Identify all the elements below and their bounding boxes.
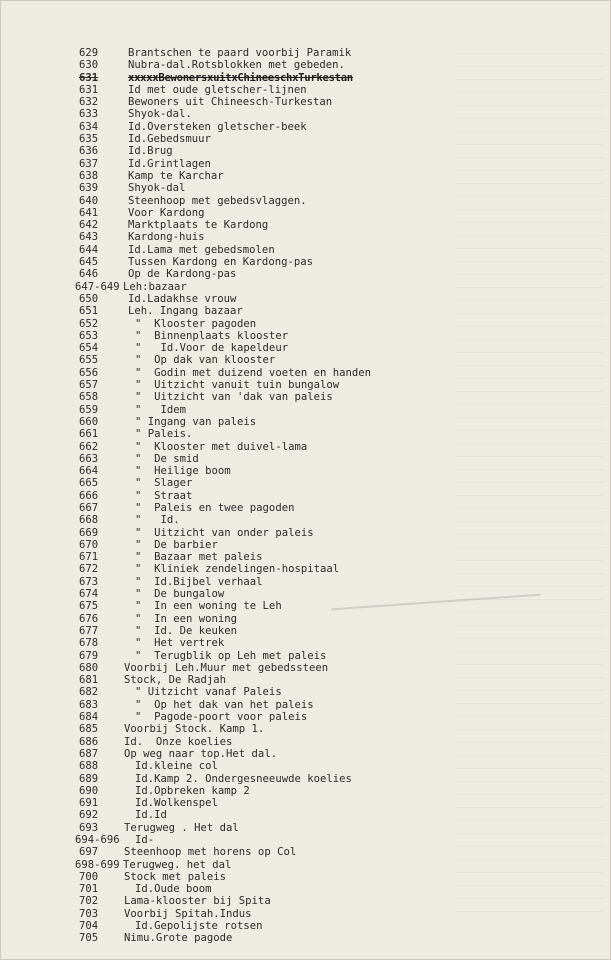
entry-number: 643	[79, 231, 99, 244]
entry-number: 655	[79, 354, 99, 367]
entry-number: 647-649	[75, 280, 120, 293]
entry-number: 692	[79, 809, 99, 822]
entry-text: Id.kleine col	[135, 760, 218, 773]
list-item	[1, 527, 611, 539]
list-item	[1, 600, 611, 612]
entry-number: 676	[79, 612, 99, 625]
entry-text: Leh:bazaar	[123, 280, 187, 293]
entry-number: 670	[79, 538, 99, 551]
entry-text: Id.Oude boom	[135, 883, 212, 896]
entry-text: Shyok-dal	[128, 182, 186, 195]
entry-text: Voorbij Leh.Muur met gebedssteen	[124, 661, 329, 674]
list-item	[1, 920, 611, 932]
entry-number: 664	[79, 465, 99, 478]
list-item	[1, 121, 611, 133]
entry-number: 689	[79, 772, 99, 785]
entry-number: 687	[79, 747, 99, 760]
list-item	[1, 637, 611, 649]
list-item	[1, 797, 611, 809]
entry-text: " Id. De keuken	[135, 624, 238, 637]
list-item	[1, 871, 611, 883]
entry-number: 663	[79, 452, 99, 465]
entry-number: 679	[79, 649, 99, 662]
list-item	[1, 760, 611, 772]
entry-number: 665	[79, 477, 99, 490]
entry-number: 662	[79, 440, 99, 453]
entry-number: 629	[79, 47, 99, 59]
entry-number: 634	[79, 120, 99, 133]
entry-number: 700	[79, 870, 99, 883]
entry-text: Brantschen te paard voorbij Paramik	[128, 47, 352, 59]
entry-number: 632	[79, 96, 99, 109]
list-item	[1, 625, 611, 637]
entry-text: Id met oude gletscher-lijnen	[128, 83, 307, 96]
list-item	[1, 822, 611, 834]
entry-number: 698-699	[75, 858, 120, 871]
entry-number: 654	[79, 342, 99, 355]
entry-number: 644	[79, 243, 99, 256]
list-item	[1, 293, 611, 305]
entry-number: 705	[79, 932, 99, 945]
list-item	[1, 404, 611, 416]
entry-text: " Op het dak van het paleis	[135, 698, 314, 711]
list-item	[1, 809, 611, 821]
entry-text: Nubra-dal.Rotsblokken met gebeden.	[128, 59, 345, 72]
entry-text: Id.Id	[135, 809, 167, 822]
entry-number: 684	[79, 711, 99, 724]
entry-text: Lama-klooster bij Spita	[124, 895, 271, 908]
list-item	[1, 133, 611, 145]
entry-text: " De barbier	[135, 538, 218, 551]
list-item	[1, 145, 611, 157]
entry-number: 639	[79, 182, 99, 195]
list-item	[1, 551, 611, 563]
list-item	[1, 748, 611, 760]
entry-number: 668	[79, 514, 99, 527]
entry-text: Stock, De Radjah	[124, 674, 227, 687]
entry-number: 661	[79, 428, 99, 441]
entry-number: 683	[79, 698, 99, 711]
entry-number: 638	[79, 169, 99, 182]
list-item	[1, 281, 611, 293]
list-item	[1, 318, 611, 330]
entry-number: 703	[79, 907, 99, 920]
entry-text: Stock met paleis	[124, 870, 227, 883]
entry-number: 636	[79, 145, 99, 158]
entry-text: Steenhoop met horens op Col	[124, 846, 297, 859]
entry-text: " Terugblik op Leh met paleis	[135, 649, 327, 662]
entry-text: " Id.Voor de kapeldeur	[135, 342, 289, 355]
photo-list	[1, 47, 611, 945]
entry-text: Id.Gepolijste rotsen	[135, 920, 263, 933]
entry-number: 671	[79, 551, 99, 564]
list-item	[1, 416, 611, 428]
list-item	[1, 305, 611, 317]
struck-entry-text: xxxxxBewonersxuitxChineeschxTurkestan	[128, 71, 353, 84]
entry-text: " Uitzicht van 'dak van paleis	[135, 391, 333, 404]
entry-text: " Id.Bijbel verhaal	[135, 575, 263, 588]
entry-number: 652	[79, 317, 99, 330]
entry-number: 681	[79, 674, 99, 687]
entry-text: Id.Lama met gebedsmolen	[128, 243, 275, 256]
list-item	[1, 883, 611, 895]
list-item	[1, 195, 611, 207]
list-item	[1, 723, 611, 735]
entry-number: 697	[79, 846, 99, 859]
entry-number: 693	[79, 821, 99, 834]
entry-text: " Godin met duizend voeten en handen	[135, 366, 371, 379]
entry-number: 651	[79, 305, 99, 318]
list-item	[1, 342, 611, 354]
entry-number: 669	[79, 526, 99, 539]
entry-text: Leh. Ingang bazaar	[128, 305, 243, 318]
entry-number: 637	[79, 157, 99, 170]
entry-text: " In een woning	[135, 612, 238, 625]
entry-text: " Uitzicht vanaf Paleis	[135, 686, 282, 699]
entry-text: Marktplaats te Kardong	[128, 219, 269, 232]
entry-number: 672	[79, 563, 99, 576]
entry-number: 678	[79, 637, 99, 650]
list-item	[1, 182, 611, 194]
entry-number: 685	[79, 723, 99, 736]
entry-number: 694-696	[75, 834, 120, 846]
entry-number: 642	[79, 219, 99, 232]
entry-text: Op de Kardong-pas	[128, 268, 237, 281]
entry-text: Voorbij Stock. Kamp 1.	[124, 723, 265, 736]
list-item	[1, 354, 611, 366]
list-item	[1, 736, 611, 748]
list-item	[1, 207, 611, 219]
entry-number: 645	[79, 256, 99, 269]
list-item	[1, 846, 611, 858]
list-item	[1, 219, 611, 231]
list-item	[1, 170, 611, 182]
entry-text: " Uitzicht van onder paleis	[135, 526, 314, 539]
list-item	[1, 514, 611, 526]
entry-text: Voorbij Spitah.Indus	[124, 907, 252, 920]
entry-text: " Heilige boom	[135, 465, 231, 478]
list-item	[1, 108, 611, 120]
entry-number: 635	[79, 133, 99, 146]
entry-number: 677	[79, 624, 99, 637]
list-item	[1, 59, 611, 71]
entry-text: " Idem	[135, 403, 187, 416]
list-item	[1, 84, 611, 96]
entry-number: 682	[79, 686, 99, 699]
entry-text: Id. Onze koelies	[124, 735, 233, 748]
entry-text: " Id.	[135, 514, 180, 527]
entry-number: 657	[79, 379, 99, 392]
list-item	[1, 391, 611, 403]
entry-text: " De smid	[135, 452, 199, 465]
list-item	[1, 256, 611, 268]
entry-text: Id.Grintlagen	[128, 157, 211, 170]
list-item	[1, 465, 611, 477]
entry-text: " Klooster met duivel-lama	[135, 440, 308, 453]
list-item	[1, 379, 611, 391]
entry-text: Id.Opbreken kamp 2	[135, 784, 250, 797]
entry-number: 666	[79, 489, 99, 502]
list-item	[1, 502, 611, 514]
entry-number: 630	[79, 59, 99, 72]
entry-number: 675	[79, 600, 99, 613]
entry-text: " Ingang van paleis	[135, 415, 257, 428]
entry-number: 631	[79, 83, 99, 96]
entry-number: 673	[79, 575, 99, 588]
list-item	[1, 859, 611, 871]
list-item-struck	[1, 72, 611, 84]
entry-number: 691	[79, 797, 99, 810]
entry-number: 633	[79, 108, 99, 121]
list-item	[1, 330, 611, 342]
list-item	[1, 563, 611, 575]
entry-text: " Pagode-poort voor paleis	[135, 711, 308, 724]
list-item	[1, 686, 611, 698]
list-item	[1, 588, 611, 600]
entry-number: 690	[79, 784, 99, 797]
entry-text: Id.Gebedsmuur	[128, 133, 211, 146]
entry-text: " De bungalow	[135, 588, 225, 601]
list-item	[1, 650, 611, 662]
entry-number: 640	[79, 194, 99, 207]
entry-number: 631	[79, 71, 99, 84]
entry-text: " In een woning te Leh	[135, 600, 282, 613]
list-item	[1, 576, 611, 588]
entry-number: 646	[79, 268, 99, 281]
entry-number: 658	[79, 391, 99, 404]
entry-number: 660	[79, 415, 99, 428]
entry-text: Id.Wolkenspel	[135, 797, 218, 810]
entry-text: " Bazaar met paleis	[135, 551, 263, 564]
entry-text: " Straat	[135, 489, 193, 502]
list-item	[1, 231, 611, 243]
list-item	[1, 908, 611, 920]
entry-text: Nimu.Grote pagode	[124, 932, 233, 945]
list-item	[1, 47, 611, 59]
entry-text: Op weg naar top.Het dal.	[124, 747, 278, 760]
entry-text: Shyok-dal.	[128, 108, 192, 121]
list-item	[1, 539, 611, 551]
entry-text: Terugweg . Het dal	[124, 821, 239, 834]
entry-text: Id.Kamp 2. Ondergesneeuwde koelies	[135, 772, 352, 785]
entry-number: 702	[79, 895, 99, 908]
entry-number: 659	[79, 403, 99, 416]
entry-number: 680	[79, 661, 99, 674]
list-item	[1, 785, 611, 797]
list-item	[1, 711, 611, 723]
list-item	[1, 477, 611, 489]
list-item	[1, 699, 611, 711]
list-item	[1, 662, 611, 674]
entry-text: " Binnenplaats klooster	[135, 329, 289, 342]
entry-number: 641	[79, 206, 99, 219]
entry-number: 686	[79, 735, 99, 748]
list-item	[1, 96, 611, 108]
list-item	[1, 453, 611, 465]
entry-text: Tussen Kardong en Kardong-pas	[128, 256, 313, 269]
entry-text: Voor Kardong	[128, 206, 205, 219]
entry-text: Terugweg. het dal	[123, 858, 232, 871]
entry-number: 688	[79, 760, 99, 773]
entry-text: " Het vertrek	[135, 637, 225, 650]
entry-text: Id-	[135, 834, 155, 846]
entry-text: Id.Ladakhse vrouw	[128, 292, 237, 305]
entry-text: " Kliniek zendelingen-hospitaal	[135, 563, 340, 576]
entry-number: 653	[79, 329, 99, 342]
list-item	[1, 441, 611, 453]
list-item	[1, 613, 611, 625]
entry-number: 704	[79, 920, 99, 933]
list-item	[1, 268, 611, 280]
entry-text: Id.Oversteken gletscher-beek	[128, 120, 307, 133]
list-item	[1, 895, 611, 907]
entry-text: Kamp te Karchar	[128, 169, 224, 182]
entry-number: 650	[79, 292, 99, 305]
entry-number: 674	[79, 588, 99, 601]
list-item	[1, 674, 611, 686]
entry-text: Kardong-huis	[128, 231, 205, 244]
entry-number: 656	[79, 366, 99, 379]
entry-text: Bewoners uit Chineesch-Turkestan	[128, 96, 333, 109]
entry-text: " Uitzicht vanuit tuin bungalow	[135, 379, 340, 392]
list-item	[1, 244, 611, 256]
list-item	[1, 367, 611, 379]
entry-text: Steenhoop met gebedsvlaggen.	[128, 194, 307, 207]
list-item	[1, 158, 611, 170]
list-item	[1, 773, 611, 785]
entry-text: Id.Brug	[128, 145, 173, 158]
list-item	[1, 490, 611, 502]
entry-text: " Slager	[135, 477, 193, 490]
entry-text: " Klooster pagoden	[135, 317, 257, 330]
entry-number: 701	[79, 883, 99, 896]
list-item	[1, 834, 611, 846]
entry-text: " Op dak van klooster	[135, 354, 276, 367]
entry-text: " Paleis en twee pagoden	[135, 501, 295, 514]
list-item	[1, 428, 611, 440]
entry-number: 667	[79, 501, 99, 514]
list-item	[1, 932, 611, 944]
entry-text: " Paleis.	[135, 428, 193, 441]
